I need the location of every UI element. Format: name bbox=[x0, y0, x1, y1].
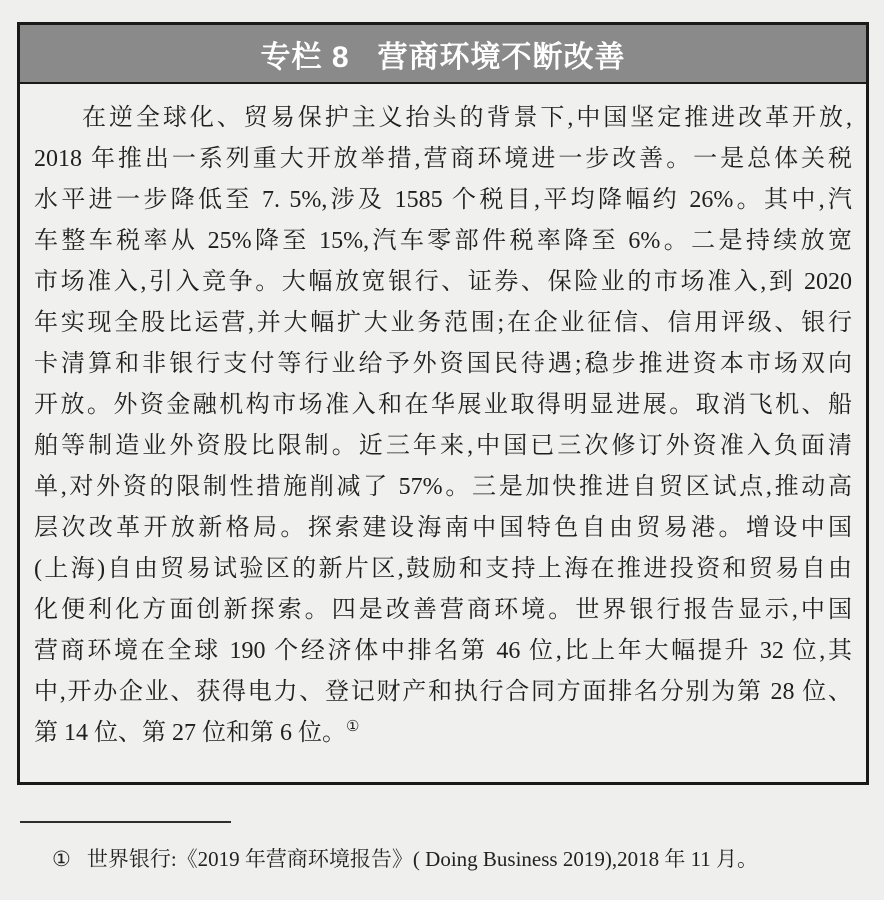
body-last-line bbox=[34, 713, 852, 754]
body-text-line: 舶等制造业外资股比限制。近三年来,中国已三次修订外资准入负面清 bbox=[34, 433, 852, 459]
body-text-line: 开放。外资金融机构市场准入和在华展业取得明显进展。取消飞机、船 bbox=[34, 392, 852, 418]
body-text-line: 水平进一步降低至 7. 5%,涉及 1585 个税目,平均降幅约 26%。其中,汽 bbox=[34, 187, 852, 213]
footnote-separator bbox=[20, 821, 231, 823]
footnote-ref-marker: ① bbox=[346, 719, 360, 735]
body-text-line: 中,开办企业、获得电力、登记财产和执行合同方面排名分别为第 28 位、 bbox=[34, 679, 852, 705]
footnote-text: 世界银行:《2019 年营商环境报告》( Doing Business 2019),2018 年 11 月。 bbox=[86, 847, 759, 871]
body-last-line-text: 第 14 位、第 27 位和第 6 位。 bbox=[34, 720, 346, 746]
body-text-line: 营商环境在全球 190 个经济体中排名第 46 位,比上年大幅提升 32 位,其 bbox=[34, 638, 852, 664]
body-paragraph bbox=[34, 98, 852, 713]
body-text-line: 在逆全球化、贸易保护主义抬头的背景下,中国坚定推进改革开放, bbox=[82, 105, 852, 131]
body-text-line: 年实现全股比运营,并大幅扩大业务范围;在企业征信、信用评级、银行 bbox=[34, 310, 852, 336]
body-text-line: 车整车税率从 25%降至 15%,汽车零部件税率降至 6%。二是持续放宽 bbox=[34, 228, 852, 254]
body-text-line: 卡清算和非银行支付等行业给予外资国民待遇;稳步推进资本市场双向 bbox=[34, 351, 852, 377]
body-text-line: 单,对外资的限制性措施削减了 57%。三是加快推进自贸区试点,推动高 bbox=[34, 474, 852, 500]
box-header-label: 专栏 8 bbox=[260, 40, 350, 74]
body-text-line: 层次改革开放新格局。探索建设海南中国特色自由贸易港。增设中国 bbox=[34, 515, 852, 541]
body-text-line: 市场准入,引入竞争。大幅放宽银行、证券、保险业的市场准入,到 2020 bbox=[34, 269, 852, 295]
body-text-line: (上海)自由贸易试验区的新片区,鼓励和支持上海在推进投资和贸易自由 bbox=[34, 556, 852, 582]
footnote bbox=[52, 845, 758, 873]
box-header bbox=[20, 25, 866, 84]
footnote-marker: ① bbox=[52, 847, 71, 871]
box-body bbox=[20, 84, 866, 754]
box-header-title: 营商环境不断改善 bbox=[377, 40, 626, 74]
body-text-line: 2018 年推出一系列重大开放举措,营商环境进一步改善。一是总体关税 bbox=[34, 146, 852, 172]
box-panel bbox=[17, 22, 869, 785]
body-text-line: 化便利化方面创新探索。四是改善营商环境。世界银行报告显示,中国 bbox=[34, 597, 852, 623]
